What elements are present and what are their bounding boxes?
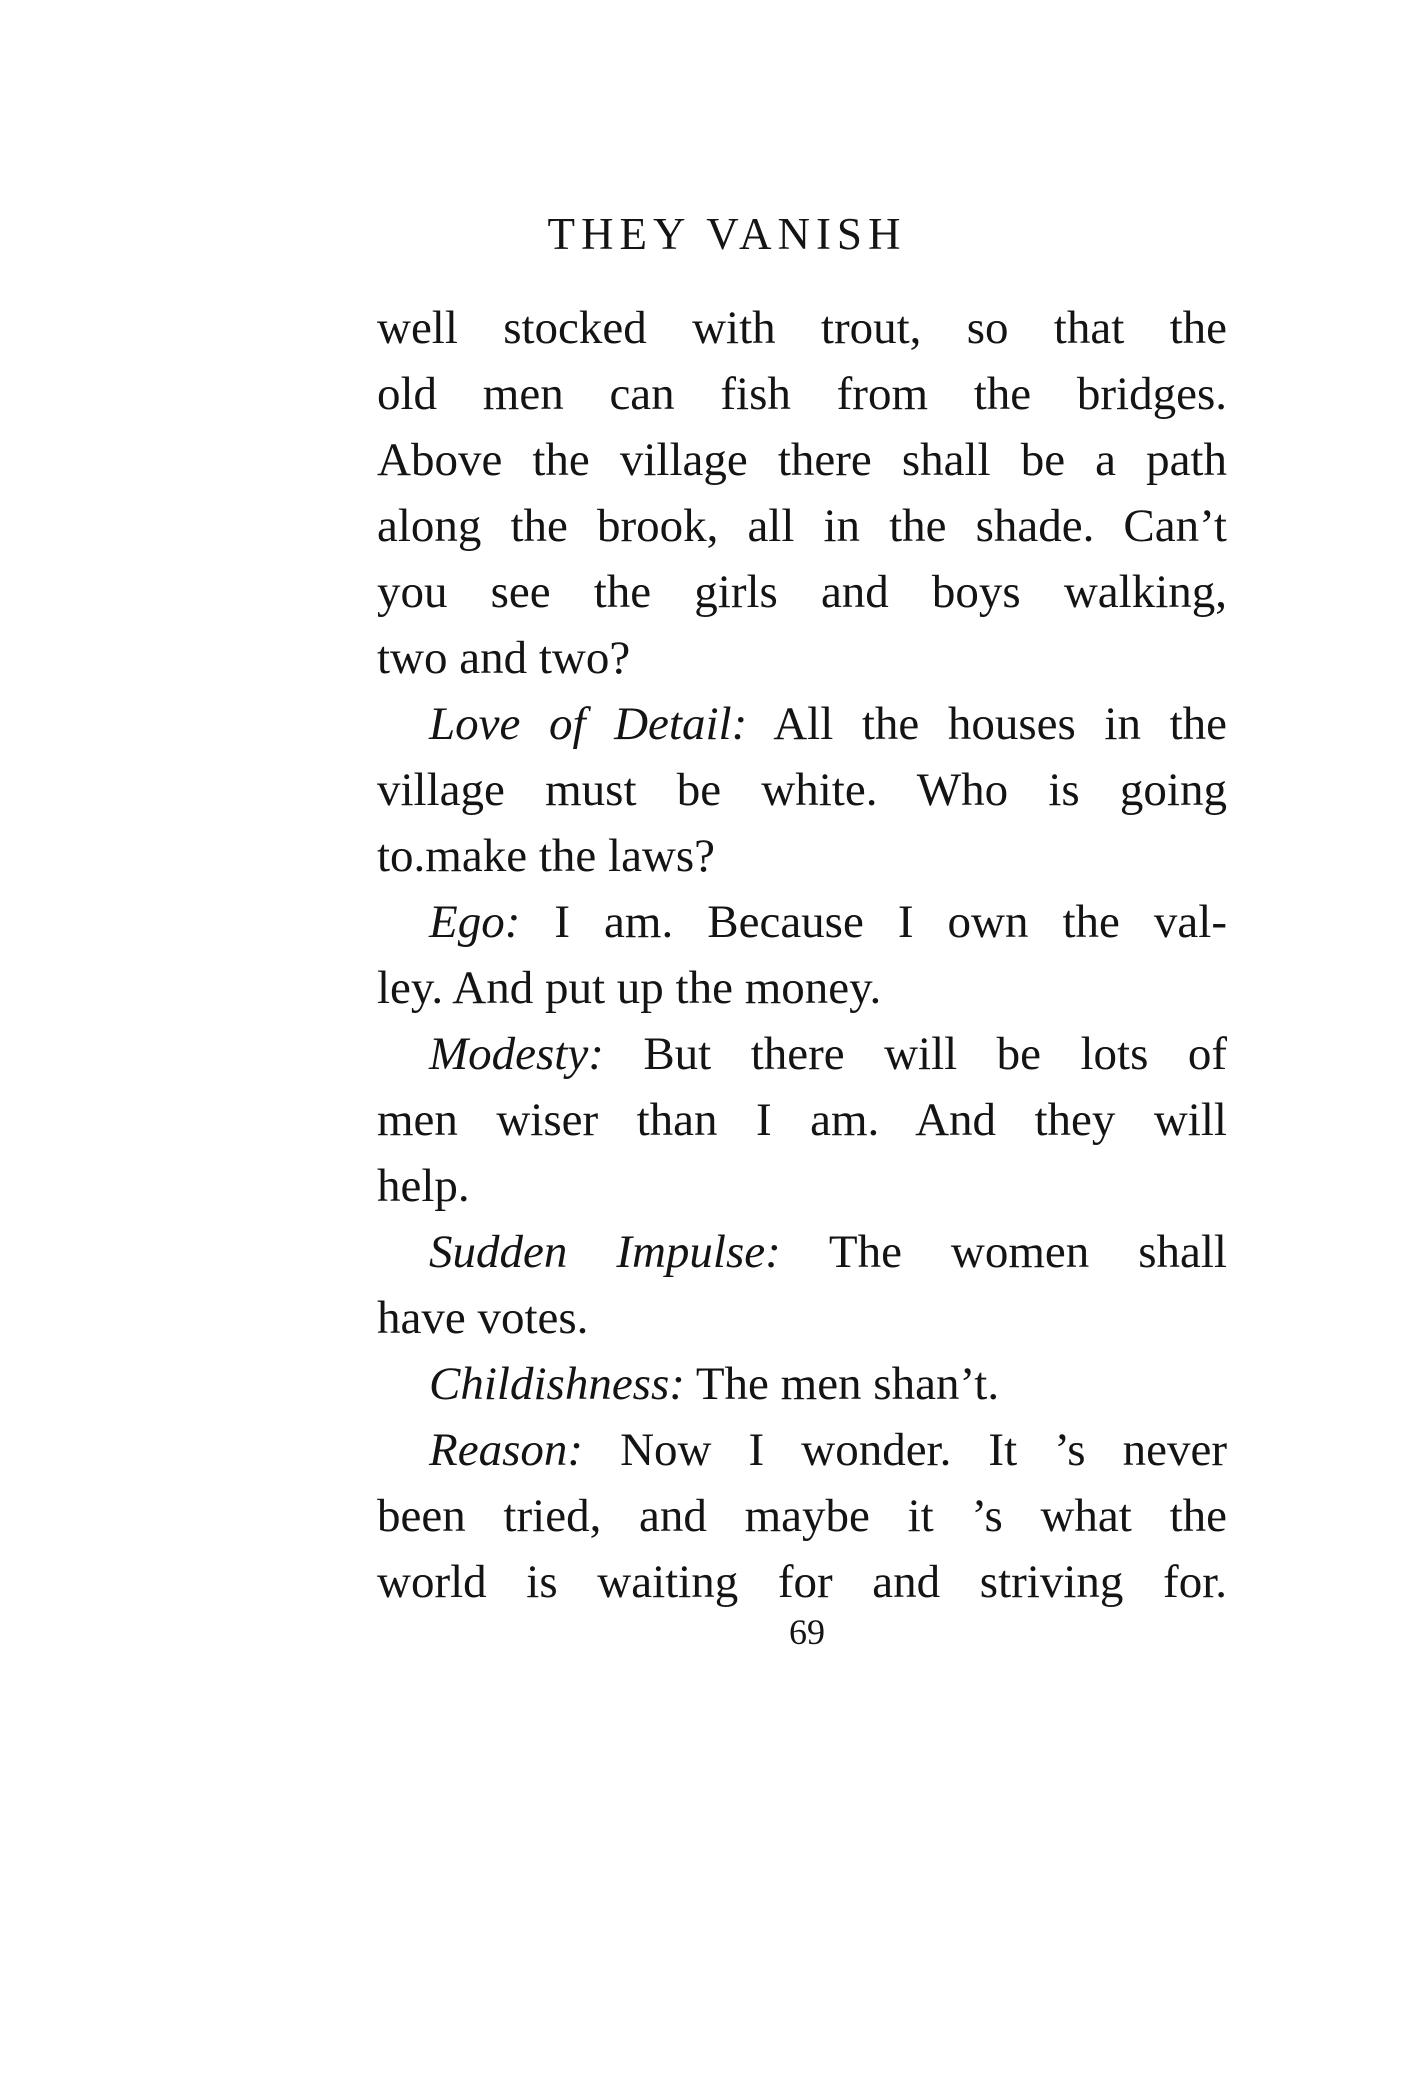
line-text: well stocked with trout, so that the (377, 302, 1227, 354)
text-line (377, 1219, 1227, 1285)
body-text (377, 295, 1227, 1615)
text-line (377, 1351, 1227, 1417)
speaker-label: Modesty: (429, 1028, 604, 1080)
running-head: THEY VANISH (547, 209, 907, 259)
text-line (377, 1483, 1227, 1549)
line-text: village must be white. Who is going (377, 764, 1227, 816)
line-text: men wiser than I am. And they will (377, 1094, 1227, 1146)
text-line (377, 295, 1227, 361)
line-text: help. (377, 1160, 470, 1212)
page-number: 69 (789, 1612, 825, 1652)
text-line (377, 1153, 1227, 1219)
text-line (377, 625, 1227, 691)
text-line (377, 361, 1227, 427)
line-text: to.make the laws? (377, 830, 716, 882)
line-text: been tried, and maybe it ’s what the (377, 1490, 1227, 1542)
speaker-label: Love of Detail: (429, 698, 748, 750)
speaker-label: Childishness: (429, 1358, 685, 1410)
line-text: two and two? (377, 632, 631, 684)
text-line (377, 1549, 1227, 1615)
text-line (377, 1417, 1227, 1483)
text-line (377, 559, 1227, 625)
text-line (377, 1285, 1227, 1351)
line-text: Now I wonder. It ’s never (583, 1424, 1227, 1476)
line-text: ley. And put up the money. (377, 962, 882, 1014)
line-text: The women shall (780, 1226, 1227, 1278)
line-text: have votes. (377, 1292, 589, 1344)
speaker-label: Sudden Impulse: (429, 1226, 781, 1278)
line-text: you see the girls and boys walking, (377, 566, 1227, 618)
line-text: Above the village there shall be a path (377, 434, 1227, 486)
line-text: world is waiting for and striving for. (377, 1556, 1227, 1608)
line-text: But there will be lots of (603, 1028, 1227, 1080)
speaker-label: Reason: (429, 1424, 584, 1476)
line-text: All the houses in the (747, 698, 1227, 750)
line-text: along the brook, all in the shade. Can’t (377, 500, 1227, 552)
text-line (377, 691, 1227, 757)
line-text: The men shan’t. (684, 1358, 1000, 1410)
text-line (377, 757, 1227, 823)
line-text: old men can fish from the bridges. (377, 368, 1227, 420)
text-line (377, 493, 1227, 559)
line-text: I am. Because I own the val- (520, 896, 1227, 948)
text-line (377, 427, 1227, 493)
text-line (377, 1021, 1227, 1087)
text-line (377, 823, 1227, 889)
text-line (377, 1087, 1227, 1153)
speaker-label: Ego: (429, 896, 521, 948)
text-line (377, 955, 1227, 1021)
text-line (377, 889, 1227, 955)
